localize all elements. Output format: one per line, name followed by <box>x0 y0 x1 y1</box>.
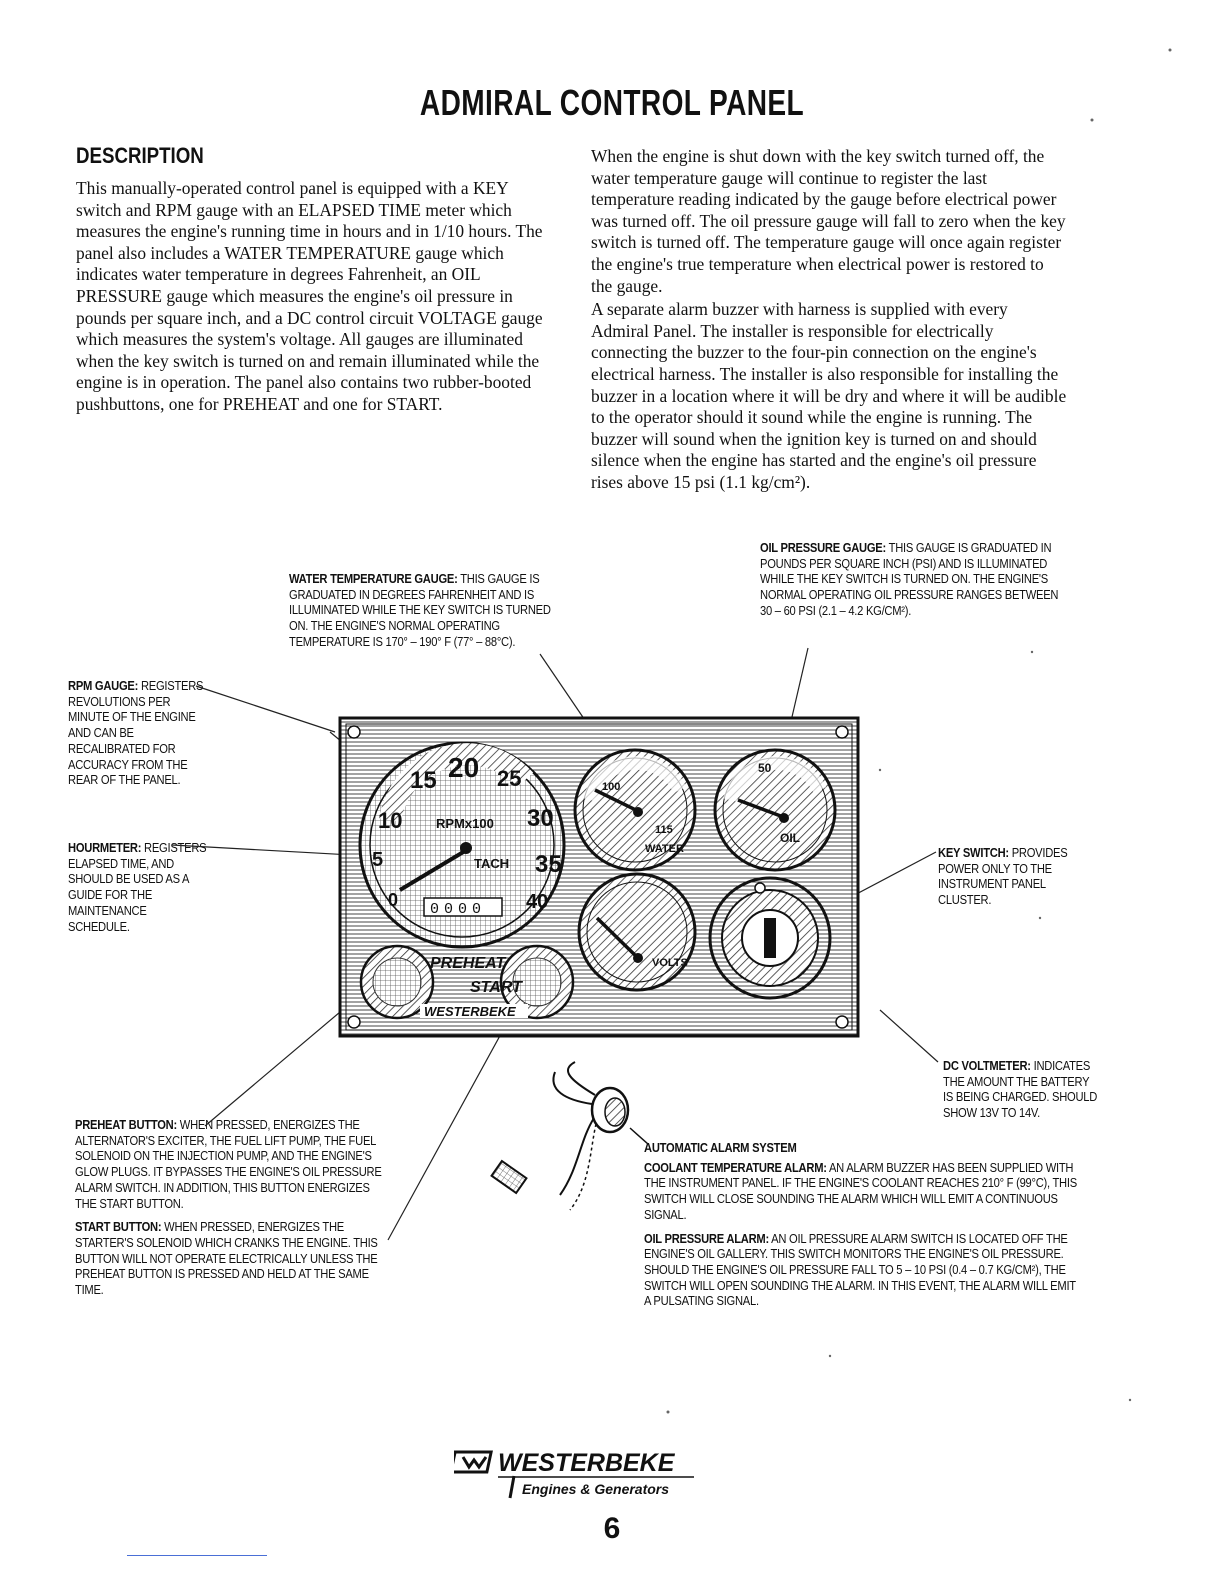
tach-number: 5 <box>372 849 384 871</box>
voltmeter-gauge <box>579 874 695 990</box>
tach-number: 40 <box>526 891 549 913</box>
tachometer <box>360 743 564 947</box>
rpm-label: RPMx100 <box>436 816 494 831</box>
key-switch <box>710 878 830 998</box>
tach-label: TACH <box>474 856 510 871</box>
callout-label: KEY SWITCH: <box>938 845 1009 860</box>
tach-number: 20 <box>448 752 480 783</box>
oil-pressure-gauge <box>715 750 835 870</box>
page-number: 6 <box>603 1512 621 1545</box>
right-paragraph-2: A separate alarm buzzer with harness is supplied with every Admiral Panel. The installer is responsible for electrically connecting the buzzer to the four-pin connection on the engine's electrical harness. The installer is also responsible for installing the buzzer in a location where it will be dry and where it will be audible to the operator should it sound while the engine is running. The buzzer will sound when the ignition key is turned on and should silence when the engine has started and the engine's oil pressure rises above 15 psi (1.1 kg/cm²). <box>591 299 1067 492</box>
callout-label: RPM GAUGE: <box>68 678 139 693</box>
tach-number: 35 <box>535 851 562 878</box>
callout-text: AN OIL PRESSURE ALARM SWITCH IS LOCATED OFF THE ENGINE'S OIL GALLERY. THIS SWITCH MONITORS THE ENGINE'S OIL PRESSURE. SHOULD THE ENGINE'S OIL PRESSURE FALL TO 5 – 10 PSI (0.4 – 0.7 KG/CM²), THE SWITCH WILL OPEN SOUNDING THE ALARM. IN THIS EVENT, THE ALARM WILL EMIT A PULSATING SIGNAL. <box>644 1230 1076 1309</box>
callout-text: WHEN PRESSED, ENERGIZES THE ALTERNATOR'S EXCITER, THE FUEL LIFT PUMP, THE FUEL SOLENOID ON THE INJECTION PUMP, AND THE ENGINE'S GLOW PLUGS. IT BYPASSES THE ENGINE'S OIL PRESSURE ALARM SWITCH. IN ADDITION, THIS BUTTON ENERGIZES THE START BUTTON. <box>75 1117 382 1211</box>
right-paragraph-1: When the engine is shut down with the key switch turned off, the water temperature gauge will continue to register the last temperature reading indicated by the gauge before electrical power was turned off. The oil pressure gauge will fall to zero when the key switch is turned off. The temperature gauge will once again register the engine's true temperature when electrical power is restored to the gauge. <box>591 146 1066 296</box>
volts-label: VOLTS <box>652 957 688 969</box>
callout-label: COOLANT TEMPERATURE ALARM: <box>644 1159 827 1175</box>
callout-label: PREHEAT BUTTON: <box>75 1117 177 1132</box>
westerbeke-logo <box>454 1448 744 1500</box>
tach-number: 10 <box>378 808 403 833</box>
start-label: START <box>470 979 522 996</box>
callout-text: WHEN PRESSED, ENERGIZES THE STARTER'S SOLENOID WHICH CRANKS THE ENGINE. THIS BUTTON WILL NOT OPERATE ELECTRICALLY UNLESS THE PREHEAT BUTTON IS PRESSED AND HELD AT THE SAME TIME. <box>75 1219 378 1298</box>
panel-brand: WESTERBEKE <box>424 1004 516 1019</box>
oil-number: 50 <box>758 761 772 775</box>
hourmeter-digits: 0000 <box>430 901 487 918</box>
callout-label: HOURMETER: <box>68 840 142 855</box>
callout-text: THIS GAUGE IS GRADUATED IN POUNDS PER SQUARE INCH (PSI) AND IS ILLUMINATED WHILE THE KEY SWITCH IS TURNED ON. THE ENGINE'S NORMAL OPERATING OIL PRESSURE RANGES BETWEEN 30 – 60 PSI (2.1 – 4.2 KG/CM²). <box>760 540 1059 618</box>
water-number: 100 <box>602 781 621 793</box>
preheat-label: PREHEAT <box>430 955 506 972</box>
section-heading: DESCRIPTION <box>76 143 204 168</box>
tach-number: 0 <box>388 890 399 910</box>
tach-number: 25 <box>497 766 522 791</box>
callout-label: DC VOLTMETER: <box>943 1058 1031 1073</box>
callout-text: REGISTERS REVOLUTIONS PER MINUTE OF THE ENGINE AND CAN BE RECALIBRATED FOR ACCURACY FROM THE REAR OF THE PANEL. <box>68 678 204 788</box>
callout-label: START BUTTON: <box>75 1219 162 1235</box>
alarm-heading-text: AUTOMATIC ALARM SYSTEM <box>644 1140 797 1155</box>
callout-text: INDICATES THE AMOUNT THE BATTERY IS BEING CHARGED. SHOULD SHOW 13V TO 14V. <box>943 1058 1098 1121</box>
callout-label: WATER TEMPERATURE GAUGE: <box>289 571 458 586</box>
callout-label: OIL PRESSURE GAUGE: <box>760 540 886 555</box>
left-paragraph: This manually-operated control panel is equipped with a KEY switch and RPM gauge with an ELAPSED TIME meter which measures the engine's running time in hours and in 1/10 hours. The panel also includes a WATER TEMPERATURE gauge which indicates water temperature in degrees Fahrenheit, an OIL PRESSURE gauge which measures the engine's oil pressure in pounds per square inch, and a DC control circuit VOLTAGE gauge which measures the system's voltage. All gauges are illuminated when the key switch is turned on and remain illuminated while the engine is in operation. The panel also contains two rubber-booted pushbuttons, one for PREHEAT and one for START. <box>76 178 543 414</box>
callout-text: REGISTERS ELAPSED TIME, AND SHOULD BE USED AS A GUIDE FOR THE MAINTENANCE SCHEDULE. <box>68 840 207 934</box>
water-label: WATER <box>645 843 684 855</box>
callout-label: OIL PRESSURE ALARM: <box>644 1230 769 1246</box>
alarm-buzzer <box>492 1062 648 1210</box>
oil-label: OIL <box>780 831 800 845</box>
footer-rule <box>127 1555 267 1556</box>
callout-text: PROVIDES POWER ONLY TO THE INSTRUMENT PANEL CLUSTER. <box>938 845 1068 908</box>
tach-number: 15 <box>410 767 437 794</box>
callout-text: AN ALARM BUZZER HAS BEEN SUPPLIED WITH THE INSTRUMENT PANEL. IF THE ENGINE'S COOLANT REACHES 210° F (99°C), THIS SWITCH WILL CLOSE SOUNDING THE ALARM WHICH WILL EMIT A CONTINUOUS SIGNAL. <box>644 1159 1077 1222</box>
callout-text: THIS GAUGE IS GRADUATED IN DEGREES FAHRENHEIT AND IS ILLUMINATED WHILE THE KEY SWITCH IS TURNED ON. THE ENGINE'S NORMAL OPERATING TEMPERATURE IS 170° – 190° F (77° – 88°C). <box>289 571 551 649</box>
water-temp-gauge <box>575 750 695 870</box>
logo-tagline: Engines & Generators <box>522 1481 670 1497</box>
w-logo-icon <box>454 1452 491 1472</box>
water-number: 115 <box>655 824 673 836</box>
logo-brand: WESTERBEKE <box>498 1449 675 1477</box>
admiral-panel <box>340 718 858 1036</box>
page-title: ADMIRAL CONTROL PANEL <box>419 82 805 123</box>
tach-number: 30 <box>527 805 554 832</box>
